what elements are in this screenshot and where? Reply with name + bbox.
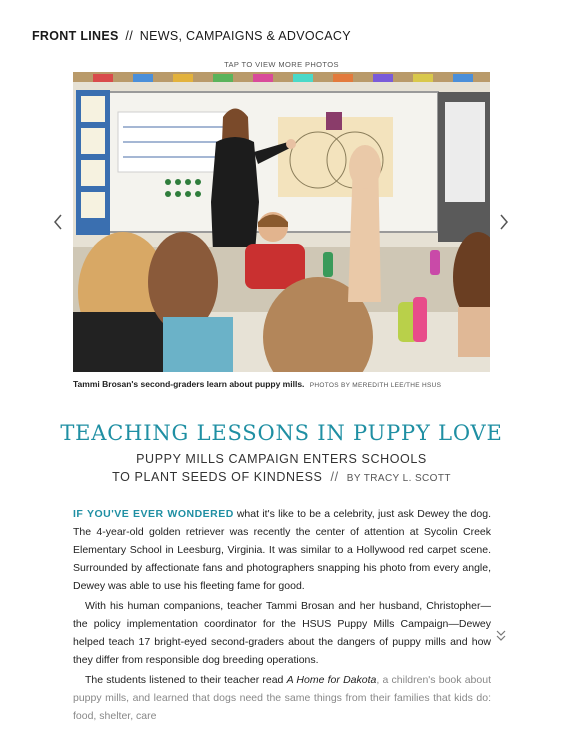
double-chevron-down-icon	[495, 629, 507, 643]
paragraph-3-start: The students listened to their teacher read	[85, 674, 284, 686]
scroll-more-button[interactable]	[495, 629, 507, 643]
lead-in: IF YOU'VE EVER WONDERED	[73, 508, 234, 520]
article-byline: BY TRACY L. SCOTT	[346, 473, 451, 484]
section-separator: //	[125, 29, 133, 43]
chevron-right-icon	[499, 213, 509, 231]
photo-credit: PHOTOS BY MEREDITH LEE/THE HSUS	[309, 382, 442, 389]
paragraph-2: With his human companions, teacher Tammi Brosan and her husband, Christopher—the policy implementation coordinator for the HSUS Puppy Mills Campaign—Dewey helped teach 17 bright-eyed second-graders about the dangers of puppy mills and how they differ from responsible dog breeding operations.	[73, 600, 491, 666]
byline-separator: //	[330, 470, 339, 484]
gallery-photo[interactable]	[73, 72, 490, 372]
book-title: A Home for Dakota	[286, 674, 377, 686]
article-subtitle-line2: TO PLANT SEEDS OF KINDNESS	[112, 470, 323, 484]
paragraph-1-text: what it's like to be a celebrity, just ask Dewey the dog. The 4-year-old golden retriever was recently the center of attention at Sycolin Creek Elementary School in Leesburg, Virginia. It was similar to a Hollywood red carpet scene. Surrounded by affectionate fans and photographers snapping his photo from every angle, Dewey was able to use his fleeting fame for good.	[73, 508, 491, 592]
gallery-prev-button[interactable]	[50, 212, 66, 232]
photo-caption	[73, 379, 503, 389]
chevron-left-icon	[53, 213, 63, 231]
section-name: FRONT LINES	[32, 29, 119, 43]
gallery-next-button[interactable]	[496, 212, 512, 232]
classroom-photo-illustration	[73, 72, 490, 372]
article-subtitle-line1: PUPPY MILLS CAMPAIGN ENTERS SCHOOLS	[136, 452, 427, 466]
paragraph-1	[73, 505, 491, 595]
section-subtitle: NEWS, CAMPAIGNS & ADVOCACY	[139, 29, 351, 43]
caption-text: Tammi Brosan's second-graders learn about puppy mills.	[73, 379, 305, 389]
section-header	[32, 29, 351, 43]
article-subtitle-line2-row	[0, 470, 563, 484]
paragraph-3-rest: , a children's book about puppy mills, and learned that dogs need the same things from their families that kids do: food, shelter, care	[73, 674, 491, 722]
article-title: TEACHING LESSONS IN PUPPY LOVE	[60, 421, 503, 445]
gallery-hint[interactable]: TAP TO VIEW MORE PHOTOS	[224, 60, 339, 69]
article-body	[73, 505, 491, 727]
paragraph-3	[73, 671, 491, 725]
